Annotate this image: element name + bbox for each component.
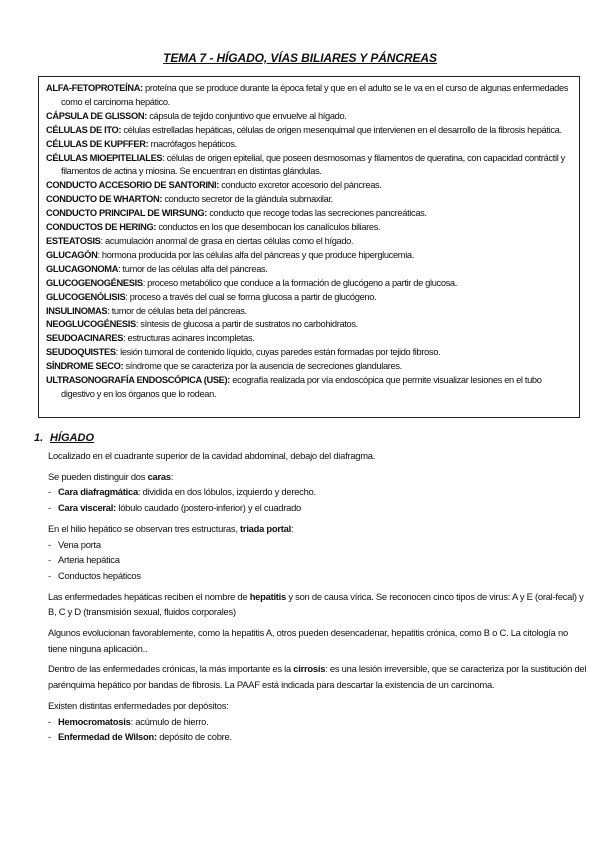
list-item: - Conductos hepáticos	[48, 569, 141, 581]
glossary-definition: : hormona producida por las células alfa del páncreas y que produce hiperglucemia.	[97, 249, 414, 260]
list-item-text: depósito de cobre.	[156, 731, 232, 743]
glossary-term: ALFA-FETOPROTEÍNA:	[46, 83, 143, 93]
list-item: - Cara diafragmática: dividida en dos lóbulos, izquierdo y derecho.	[48, 486, 316, 498]
list-item-bold: Hemocromatosis	[58, 715, 131, 727]
glossary-term: CONDUCTO ACCESORIO DE SANTORINI:	[46, 180, 220, 191]
list-item-text: lóbulo caudado (postero-inferior) y el cuadrado	[116, 502, 302, 514]
glossary-definition: : tumor de células beta del páncreas.	[107, 305, 247, 316]
glossary-entry	[46, 110, 573, 124]
glossary-entry	[46, 332, 573, 346]
triad-lead-text: En el hilio hepático se observan tres estructuras,	[48, 522, 241, 534]
glossary-entry	[46, 263, 573, 277]
glossary-term: CONDUCTO PRINCIPAL DE WIRSUNG:	[46, 208, 207, 219]
deposits-list	[48, 714, 588, 745]
glossary-term: CÉLULAS DE ITO:	[46, 124, 122, 135]
glossary-entry	[46, 152, 573, 180]
list-item-text: Arteria hepática	[58, 554, 120, 566]
cirrhosis-text-c: : es una lesión irreversible, que se caracteriza por la sustitución del parénquima hepático por bandas de fibrosis. La PAAF está indicada para descartar la existencia de un carcinoma.	[48, 663, 587, 691]
hepatitis-bold: hepatitis	[249, 590, 286, 602]
deposits-lead: Existen distintas enfermedades por depósitos:	[48, 699, 229, 711]
glossary-term: CONDUCTO DE WHARTON:	[46, 194, 163, 205]
glossary-entry	[46, 82, 573, 110]
glossary-term: GLUCAGONOMA	[46, 263, 119, 274]
list-item: - Hemocromatosis: acúmulo de hierro.	[48, 715, 209, 727]
glossary-entry	[46, 207, 573, 221]
glossary-entry	[46, 291, 573, 305]
glossary-entry	[46, 277, 573, 291]
glossary-term: SEUDOACINARES	[46, 333, 124, 344]
glossary-term: CONDUCTOS DE HERING:	[46, 222, 157, 233]
faces-list	[48, 484, 588, 515]
faces-lead	[48, 469, 588, 485]
list-item-text: Conductos hepáticos	[58, 569, 141, 581]
hepatitis-text-c: y son de causa vírica. Se reconocen cinco tipos de virus: A y E (oral-fecal) y B, C y D (transmisión sexual, fluidos corporales)	[48, 590, 584, 618]
glossary-definition: proteína que se produce durante la época fetal y que en el adulto se le va en el curso de algunas enfermedades como el carcinoma hepático.	[61, 83, 569, 107]
glossary-definition: conducto excretor accesorio del páncreas.	[219, 180, 382, 191]
section-heading	[34, 432, 94, 444]
glossary-entry	[46, 318, 573, 332]
glossary-box	[38, 76, 580, 418]
triad-lead-colon: :	[290, 522, 294, 534]
glossary-entry	[46, 235, 573, 249]
faces-lead-colon: :	[170, 470, 174, 482]
glossary-entry	[46, 221, 573, 235]
glossary-entry	[46, 249, 573, 263]
section-number: 1.	[34, 432, 44, 444]
glossary-definition: : síntesis de glucosa a partir de sustratos no carbohidratos.	[135, 319, 358, 330]
glossary-definition: síndrome que se caracteriza por la ausencia de secreciones glandulares.	[123, 361, 402, 372]
glossary-definition: : proceso a través del cual se forma glucosa a partir de glucógeno.	[125, 291, 377, 302]
triad-list	[48, 537, 588, 584]
glossary-definition: ecografía realizada por vía endoscópica que permite visualizar lesiones en el tubo digestivo y en los órganos que lo rodean.	[61, 375, 542, 399]
cirrhosis-bold: cirrosis	[293, 663, 326, 675]
glossary-term: CÉLULAS DE KUPFFER:	[46, 138, 149, 149]
glossary-term: NEOGLUCOGÉNESIS	[46, 319, 136, 330]
glossary-entry	[46, 374, 573, 402]
glossary-entry	[46, 179, 573, 193]
triad-lead	[48, 521, 588, 537]
glossary-definition: cápsula de tejido conjuntivo que envuelve al hígado.	[146, 110, 347, 121]
list-item-text: : dividida en dos lóbulos, izquierdo y derecho.	[137, 486, 316, 498]
glossary-entry	[46, 193, 573, 207]
glossary-term: CÉLULAS MIOEPITELIALES	[46, 152, 163, 163]
section-body	[48, 448, 588, 750]
glossary-definition: : tumor de las células alfa del páncreas.	[118, 263, 268, 274]
intro-paragraph: Localizado en el cuadrante superior de la cavidad abdominal, debajo del diafragma.	[48, 450, 376, 461]
glossary-entry	[46, 305, 573, 319]
list-item: - Vena porta	[48, 538, 101, 550]
faces-lead-text: Se pueden distinguir dos	[48, 470, 148, 482]
list-item-text: : acúmulo de hierro.	[130, 715, 209, 727]
glossary-entry	[46, 360, 573, 374]
list-item-text: Vena porta	[58, 538, 101, 550]
glossary-term: GLUCOGENÓLISIS	[46, 291, 126, 302]
glossary-term: SÍNDROME SECO:	[46, 361, 124, 372]
glossary-definition: células estrelladas hepáticas, células de origen mesenquimal que intervienen en el desarrollo de la fibrosis hepática.	[121, 124, 562, 135]
cirrhosis-paragraph	[48, 661, 588, 692]
glossary-definition: : células de origen epitelial, que poseen desmosomas y filamentos de queratina, con capacidad contráctil y filamentos de actina y miosina. Se encuentran en distintas glándulas.	[61, 152, 565, 177]
glossary-entry	[46, 138, 573, 152]
glossary-term: INSULINOMAS	[46, 305, 108, 316]
glossary-definition: : estructuras acinares incompletas.	[123, 333, 255, 344]
glossary-term: ESTEATOSIS	[46, 235, 101, 246]
glossary-term: ULTRASONOGRAFÍA ENDOSCÓPICA (USE):	[46, 375, 231, 386]
glossary-definition: : acumulación anormal de grasa en ciertas células como el hígado.	[100, 235, 354, 246]
list-item: - Cara visceral: lóbulo caudado (postero-inferior) y el cuadrado	[48, 502, 302, 514]
glossary-term: CÁPSULA DE GLISSON:	[46, 110, 147, 121]
glossary-term: SEUDOQUISTES	[46, 347, 116, 358]
list-item: - Arteria hepática	[48, 554, 120, 566]
list-item-bold: Cara diafragmática	[58, 486, 138, 498]
list-item-bold: Enfermedad de Wilson:	[58, 731, 157, 743]
evolution-paragraph: Algunos evolucionan favorablemente, como la hepatitis A, otros pueden desencadenar, hepatitis crónica, como B o C. La citología no tiene ninguna aplicación..	[48, 627, 568, 654]
list-item-bold: Cara visceral:	[58, 502, 117, 514]
cirrhosis-text-a: Dentro de las enfermedades crónicas, la más importante es la	[48, 663, 294, 675]
section-title: HÍGADO	[50, 432, 94, 444]
hepatitis-paragraph	[48, 589, 588, 620]
glossary-term: GLUCAGÓN	[46, 249, 98, 260]
glossary-definition: : lesión tumoral de contenido líquido, cuyas paredes están formadas por tejido fibroso.	[115, 347, 441, 358]
page-title: TEMA 7 - HÍGADO, VÍAS BILIARES Y PÁNCREAS	[163, 51, 437, 65]
triad-lead-bold: triada portal	[240, 522, 291, 534]
glossary-entry	[46, 124, 573, 138]
glossary-definition: conducto que recoge todas las secreciones pancreáticas.	[206, 208, 427, 219]
glossary-term: GLUCOGENOGÉNESIS	[46, 277, 143, 288]
list-item: - Enfermedad de Wilson: depósito de cobre.	[48, 731, 232, 743]
glossary-definition: conductos en los que desembocan los canalículos biliares.	[156, 222, 381, 233]
hepatitis-text-a: Las enfermedades hepáticas reciben el nombre de	[48, 590, 250, 602]
glossary-definition: conducto secretor de la glándula submaxilar.	[162, 194, 333, 205]
glossary-definition: : proceso metabólico que conduce a la formación de glucógeno a partir de glucosa.	[142, 277, 457, 288]
glossary-entry	[46, 346, 573, 360]
faces-lead-bold: caras	[147, 470, 171, 482]
glossary-definition: macrófagos hepáticos.	[148, 138, 237, 149]
